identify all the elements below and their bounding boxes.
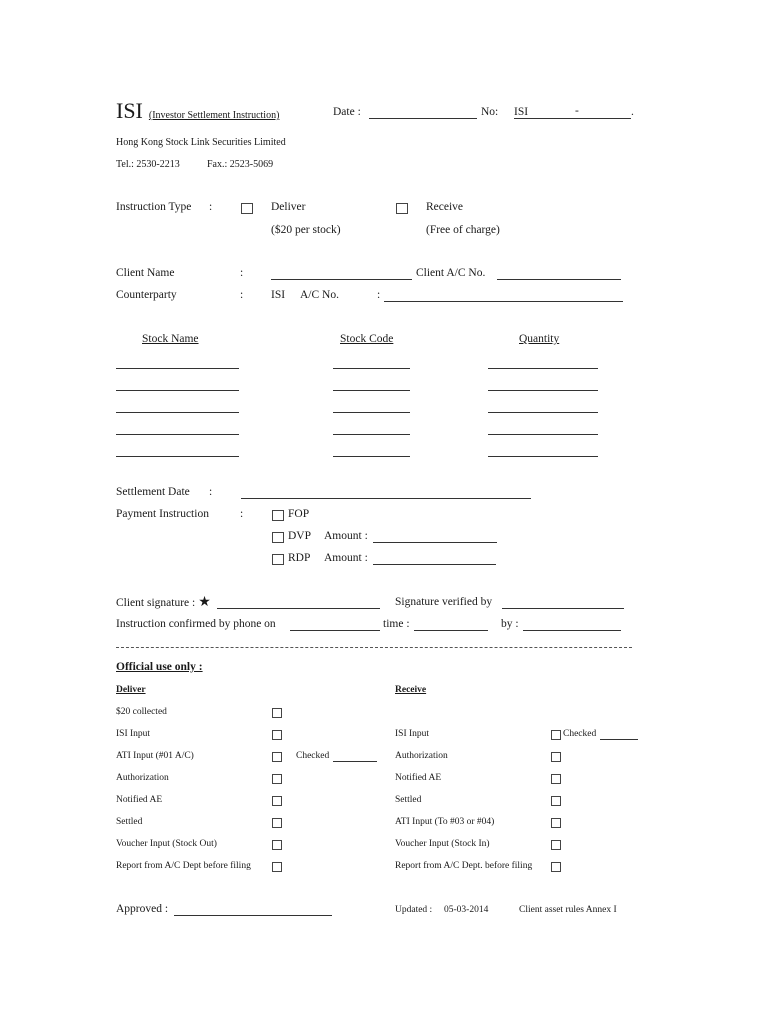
- stock-name-field-4[interactable]: [116, 434, 239, 435]
- receive-item-checkbox[interactable]: [551, 796, 561, 806]
- annex-label: Client asset rules Annex I: [519, 905, 617, 915]
- counterparty-colon: :: [240, 289, 244, 301]
- deliver-item: Report from A/C Dept before filing: [116, 861, 251, 871]
- dvp-amount-label: Amount :: [324, 530, 368, 542]
- star-icon: ★: [198, 595, 211, 610]
- rdp-checkbox[interactable]: [272, 554, 284, 565]
- deliver-checked-label: Checked: [296, 751, 330, 761]
- number-separator: -: [575, 105, 579, 117]
- client-name-colon: :: [240, 267, 244, 279]
- instruction-type-colon: :: [209, 201, 213, 213]
- stock-code-field-3[interactable]: [333, 412, 410, 413]
- deliver-item: Voucher Input (Stock Out): [116, 839, 217, 849]
- client-signature-label: [116, 596, 211, 610]
- dvp-label: DVP: [288, 530, 312, 542]
- dvp-amount-field[interactable]: [373, 542, 497, 543]
- instruction-type-label: Instruction Type: [116, 201, 192, 213]
- deliver-item-checkbox[interactable]: [272, 708, 282, 718]
- number-label: No:: [481, 106, 499, 118]
- deliver-item-checkbox[interactable]: [272, 818, 282, 828]
- receive-item: ATI Input (To #03 or #04): [395, 817, 495, 827]
- receive-item-checkbox[interactable]: [551, 818, 561, 828]
- receive-item-checkbox[interactable]: [551, 752, 561, 762]
- receive-label: Receive: [426, 201, 464, 213]
- quantity-header: Quantity: [519, 333, 560, 345]
- deliver-item-checkbox[interactable]: [272, 862, 282, 872]
- payment-instruction-label: Payment Instruction: [116, 508, 209, 520]
- time-label: time :: [383, 618, 410, 630]
- receive-item-checkbox[interactable]: [551, 840, 561, 850]
- time-field[interactable]: [414, 630, 488, 631]
- deliver-item: Notified AE: [116, 795, 163, 805]
- receive-item-checkbox[interactable]: [551, 730, 561, 740]
- receive-item-checkbox[interactable]: [551, 862, 561, 872]
- form-full-name: (Investor Settlement Instruction): [148, 110, 280, 121]
- quantity-field-4[interactable]: [488, 434, 598, 435]
- quantity-field-3[interactable]: [488, 412, 598, 413]
- rdp-label: RDP: [288, 552, 311, 564]
- fop-checkbox[interactable]: [272, 510, 284, 521]
- receive-item: Notified AE: [395, 773, 442, 783]
- rdp-amount-field[interactable]: [373, 564, 496, 565]
- quantity-field-1[interactable]: [488, 368, 598, 369]
- receive-item: ISI Input: [395, 729, 430, 739]
- updated-label: Updated :: [395, 905, 433, 915]
- stock-name-header: Stock Name: [142, 333, 199, 345]
- receive-checkbox[interactable]: [396, 203, 408, 214]
- phone-confirm-field[interactable]: [290, 630, 380, 631]
- stock-name-field-1[interactable]: [116, 368, 239, 369]
- counterparty-acno-label: A/C No.: [300, 289, 339, 301]
- official-use-title: Official use only :: [116, 661, 203, 673]
- deliver-item-checkbox[interactable]: [272, 774, 282, 784]
- deliver-item-checkbox[interactable]: [272, 752, 282, 762]
- by-field[interactable]: [523, 630, 621, 631]
- approved-label: Approved :: [116, 903, 169, 915]
- by-label: by :: [501, 618, 519, 630]
- deliver-label: Deliver: [271, 201, 306, 213]
- deliver-checked-field[interactable]: [333, 761, 377, 762]
- settlement-date-colon: :: [209, 486, 213, 498]
- deliver-item: ISI Input: [116, 729, 151, 739]
- counterparty-acno-field[interactable]: [384, 301, 623, 302]
- client-acno-label: Client A/C No.: [416, 267, 486, 279]
- stock-name-field-5[interactable]: [116, 456, 239, 457]
- official-deliver-heading: Deliver: [116, 685, 146, 695]
- counterparty-acno-colon: :: [377, 289, 381, 301]
- client-name-field[interactable]: [271, 279, 412, 280]
- settlement-date-label: Settlement Date: [116, 486, 190, 498]
- stock-code-field-1[interactable]: [333, 368, 410, 369]
- client-acno-field[interactable]: [497, 279, 621, 280]
- receive-checked-label: Checked: [563, 729, 597, 739]
- deliver-item: Authorization: [116, 773, 169, 783]
- stock-code-header: Stock Code: [340, 333, 394, 345]
- deliver-item: ATI Input (#01 A/C): [116, 751, 194, 761]
- stock-code-field-4[interactable]: [333, 434, 410, 435]
- form-title: [116, 98, 279, 124]
- official-receive-heading: Receive: [395, 685, 427, 695]
- receive-fee: (Free of charge): [426, 224, 500, 236]
- rdp-amount-label: Amount :: [324, 552, 368, 564]
- receive-item-checkbox[interactable]: [551, 774, 561, 784]
- stock-name-field-3[interactable]: [116, 412, 239, 413]
- client-signature-field[interactable]: [217, 608, 380, 609]
- client-name-label: Client Name: [116, 267, 175, 279]
- receive-item: Settled: [395, 795, 422, 805]
- deliver-item-checkbox[interactable]: [272, 796, 282, 806]
- stock-code-field-2[interactable]: [333, 390, 410, 391]
- deliver-checkbox[interactable]: [241, 203, 253, 214]
- client-signature-text: Client signature :: [116, 597, 196, 609]
- section-divider: [116, 647, 632, 648]
- quantity-field-5[interactable]: [488, 456, 598, 457]
- date-field[interactable]: [369, 118, 477, 119]
- number-end-dot: .: [631, 106, 634, 118]
- deliver-fee: ($20 per stock): [271, 224, 341, 236]
- stock-name-field-2[interactable]: [116, 390, 239, 391]
- receive-item: Report from A/C Dept. before filing: [395, 861, 533, 871]
- signature-verified-label: Signature verified by: [395, 596, 493, 608]
- receive-checked-field[interactable]: [600, 739, 638, 740]
- settlement-date-field[interactable]: [241, 498, 531, 499]
- company-tel: Tel.: 2530-2213: [116, 159, 180, 170]
- dvp-checkbox[interactable]: [272, 532, 284, 543]
- quantity-field-2[interactable]: [488, 390, 598, 391]
- updated-date: 05-03-2014: [444, 905, 489, 915]
- payment-instruction-colon: :: [240, 508, 244, 520]
- deliver-item-checkbox[interactable]: [272, 840, 282, 850]
- number-prefix: ISI: [514, 106, 529, 118]
- deliver-item-checkbox[interactable]: [272, 730, 282, 740]
- date-label: Date :: [333, 106, 361, 118]
- deliver-item: Settled: [116, 817, 143, 827]
- form-code: ISI: [116, 98, 143, 123]
- receive-item: Authorization: [395, 751, 448, 761]
- fop-label: FOP: [288, 508, 310, 520]
- signature-verified-field[interactable]: [502, 608, 624, 609]
- approved-field[interactable]: [174, 915, 332, 916]
- number-field[interactable]: [514, 118, 631, 119]
- phone-confirm-label: Instruction confirmed by phone on: [116, 618, 276, 630]
- stock-code-field-5[interactable]: [333, 456, 410, 457]
- deliver-item: $20 collected: [116, 707, 167, 717]
- company-name: Hong Kong Stock Link Securities Limited: [116, 137, 286, 148]
- counterparty-label: Counterparty: [116, 289, 177, 301]
- counterparty-isi: ISI: [271, 289, 286, 301]
- receive-item: Voucher Input (Stock In): [395, 839, 490, 849]
- company-fax: Fax.: 2523-5069: [207, 159, 274, 170]
